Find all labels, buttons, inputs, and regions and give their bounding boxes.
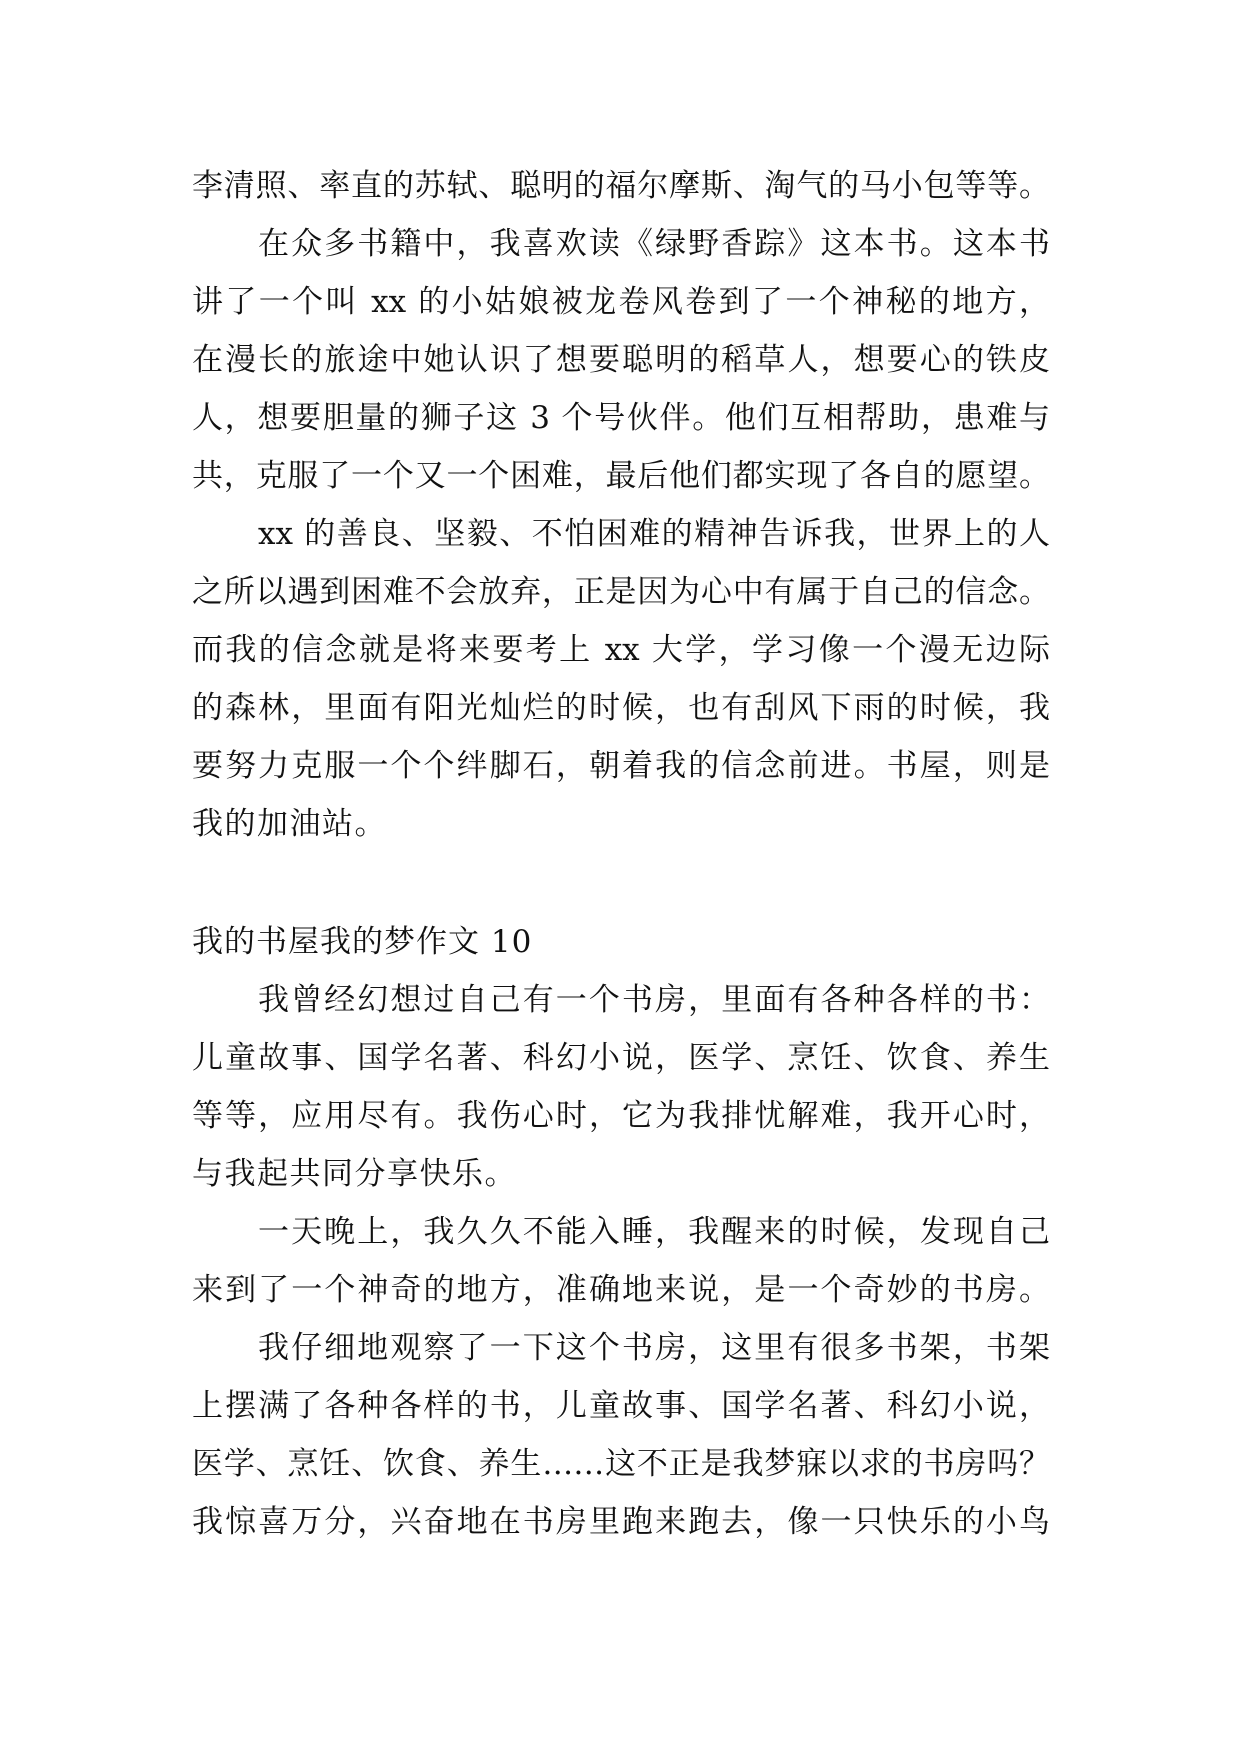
paragraph-line: 等等，应用尽有。我伤心时，它为我排忧解难，我开心时， [192,1098,1050,1134]
paragraph-line: 来到了一个神奇的地方，准确地来说，是一个奇妙的书房。 [192,1272,1050,1308]
paragraph-line: 讲了一个叫 xx 的小姑娘被龙卷风卷到了一个神秘的地方， [192,284,1050,320]
paragraph-line: 要努力克服一个个绊脚石，朝着我的信念前进。书屋，则是 [192,748,1050,784]
paragraph-line: xx 的善良、坚毅、不怕困难的精神告诉我，世界上的人 [258,516,1050,552]
paragraph-line: 我仔细地观察了一下这个书房，这里有很多书架，书架 [258,1330,1050,1366]
paragraph-line: 人，想要胆量的狮子这 3 个号伙伴。他们互相帮助，患难与 [192,400,1050,436]
paragraph-line: 医学、烹饪、饮食、养生……这不正是我梦寐以求的书房吗？ [192,1446,1050,1482]
paragraph-line: 在众多书籍中，我喜欢读《绿野香踪》这本书。这本书 [258,226,1050,262]
paragraph-line: 之所以遇到困难不会放弃，正是因为心中有属于自己的信念。 [192,574,1050,610]
paragraph-line: 上摆满了各种各样的书，儿童故事、国学名著、科幻小说， [192,1388,1050,1424]
paragraph-line: 我惊喜万分，兴奋地在书房里跑来跑去，像一只快乐的小鸟 [192,1504,1050,1540]
section-heading: 我的书屋我的梦作文 10 [192,924,533,960]
paragraph-line: 的森林，里面有阳光灿烂的时候，也有刮风下雨的时候，我 [192,690,1050,726]
paragraph-line: 在漫长的旅途中她认识了想要聪明的稻草人，想要心的铁皮 [192,342,1050,378]
paragraph-line: 一天晚上，我久久不能入睡，我醒来的时候，发现自己 [258,1214,1050,1250]
paragraph-line: 我曾经幻想过自己有一个书房，里面有各种各样的书： [258,982,1050,1018]
paragraph-line: 而我的信念就是将来要考上 xx 大学，学习像一个漫无边际 [192,632,1050,668]
paragraph-line: 与我起共同分享快乐。 [192,1156,517,1192]
paragraph-line: 共，克服了一个又一个困难，最后他们都实现了各自的愿望。 [192,458,1050,494]
paragraph-line: 我的加油站。 [192,806,387,842]
paragraph-line: 李清照、率直的苏轼、聪明的福尔摩斯、淘气的马小包等等。 [192,168,1050,204]
paragraph-line: 儿童故事、国学名著、科幻小说，医学、烹饪、饮食、养生 [192,1040,1050,1076]
